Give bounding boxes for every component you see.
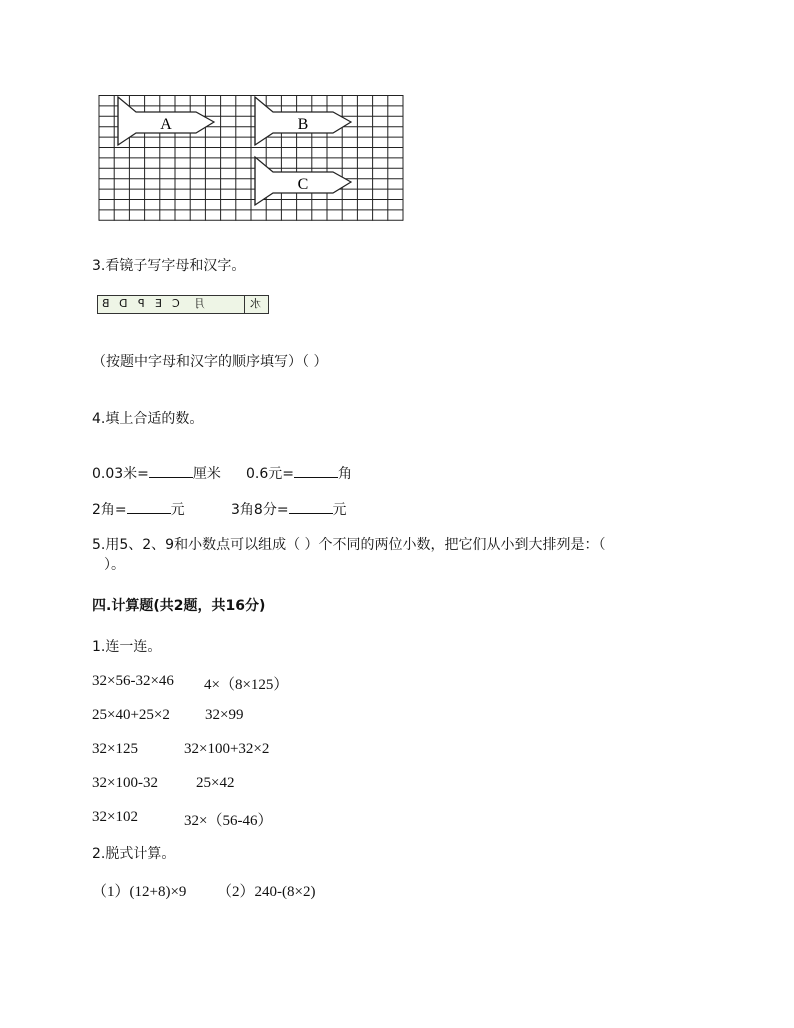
answer-blank[interactable] [127,499,171,514]
mirror-char: B [102,297,110,310]
arrow-label: C [297,176,309,193]
calc1-left-4: 32×102 [92,809,138,825]
arrow-label: A [160,116,172,133]
answer-blank[interactable] [149,463,193,478]
calc1-right-2: 32×100+32×2 [184,741,270,757]
mirror-box-divider [244,296,245,313]
q4-row2-item2: 3角8分= 元 [231,499,347,519]
calc1-left-2: 32×125 [92,741,138,757]
q4-title: 4.填上合适的数。 [92,411,204,427]
section4-title: 四.计算题(共2题，共16分) [92,598,266,614]
q4-row1-item1: 0.03米= 厘米 [92,463,221,483]
q4-row2-item1: 2角= 元 [92,499,185,519]
calc1-right-3: 25×42 [196,775,235,791]
arrow-c [255,157,351,205]
q5-line1: 5.用5、2、9和小数点可以组成（ ）个不同的两位小数，把它们从小到大排列是：（ [92,537,606,553]
q3-title: 3.看镜子写字母和汉字。 [92,258,246,274]
mirror-char: 水 [250,297,261,310]
answer-blank[interactable] [289,499,333,514]
arrow-a [118,97,214,145]
q4-row1-item2: 0.6元= 角 [246,463,352,483]
answer-blank[interactable] [294,463,338,478]
calc1-title: 1.连一连。 [92,639,162,655]
calc1-left-1: 25×40+25×2 [92,707,170,723]
calc1-left-0: 32×56-32×46 [92,673,174,689]
mirror-char: 月 [194,297,205,310]
calc1-left-3: 32×100-32 [92,775,158,791]
calc2-title: 2.脱式计算。 [92,846,176,862]
arrow-label: B [297,116,309,133]
calc1-right-4: 32×（56-46） [184,813,273,829]
calc1-right-1: 32×99 [205,707,244,723]
q5-line2: ）。 [104,557,125,573]
arrow-b [255,97,351,145]
calc2-item-1: （1）(12+8)×9 [92,884,187,900]
mirror-chars-box [97,295,269,314]
mirror-char: E [155,297,162,310]
q3-instruction: （按题中字母和汉字的顺序填写）（ ） [92,354,328,370]
mirror-char: C [172,297,180,310]
calc2-item-2: （2）240-(8×2) [217,884,316,900]
grid-figure [97,95,413,221]
mirror-char: P [138,297,145,310]
calc1-right-0: 4×（8×125） [204,677,289,693]
mirror-char: D [119,297,128,310]
